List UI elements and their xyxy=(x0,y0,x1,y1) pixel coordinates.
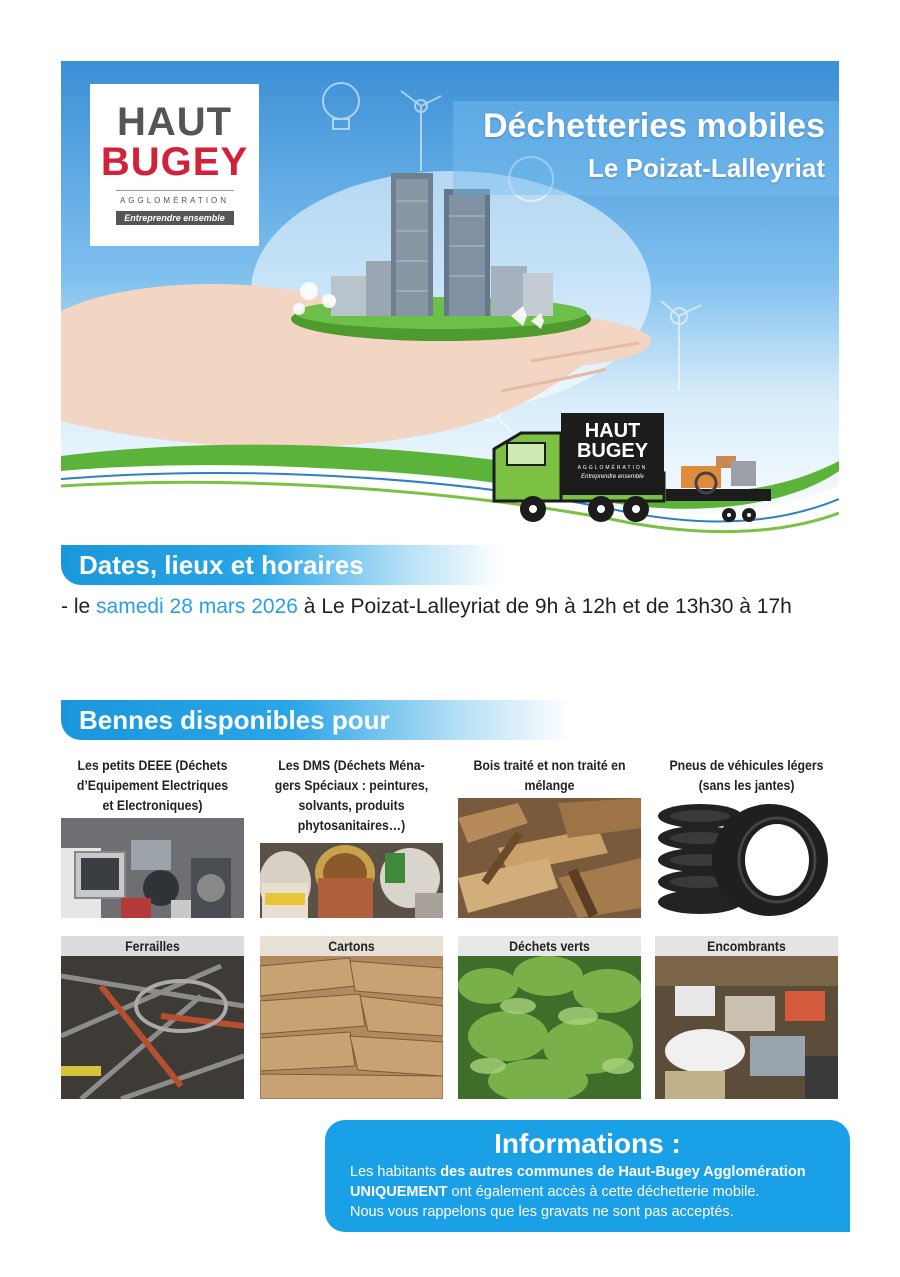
benne-label: Cartons xyxy=(328,938,375,954)
logo-text-haut: HAUT xyxy=(116,100,233,144)
benne-label: Les petits DEEE (Déchets d’Equipement Electriques et Electroniques) xyxy=(76,757,229,813)
logo-text-agglomeration: AGGLOMÉRATION xyxy=(116,190,234,205)
benne-label: Pneus de véhicules légers (sans les jantes) xyxy=(669,757,824,793)
benne-label: Déchets verts xyxy=(509,938,590,954)
info-box xyxy=(325,1120,850,1232)
hero-banner xyxy=(61,61,839,541)
info-title: Informations : xyxy=(494,1128,681,1159)
benne-label: Bois traité et non traité en mélange xyxy=(473,757,626,793)
green-waste-photo xyxy=(458,936,641,1099)
electronics-photo xyxy=(61,818,244,918)
logo-text-bugey: BUGEY xyxy=(100,140,249,184)
benne-label: Les DMS (Déchets Ména-gers Spéciaux : peintures, solvants, produits phytosanitaires…) xyxy=(274,757,429,833)
dates-heading: Dates, lieux et horaires xyxy=(61,545,501,585)
benne-card-dms xyxy=(260,755,443,835)
info-text xyxy=(350,1162,806,1222)
truck-logo xyxy=(561,413,664,495)
cardboard-photo xyxy=(260,936,443,1099)
benne-card-bois xyxy=(458,755,641,795)
benne-label: Encombrants xyxy=(707,938,786,954)
scrap-metal-photo xyxy=(61,936,244,1099)
page-title: Déchetteries mobiles xyxy=(482,107,825,145)
dates-prefix: - le xyxy=(61,595,97,618)
haut-bugey-logo xyxy=(90,84,259,246)
logo-tagline: Entreprendre ensemble xyxy=(116,211,234,225)
paint-cans-photo xyxy=(260,843,443,918)
info-line3: Nous vous rappelons que les gravats ne sont pas acceptés. xyxy=(350,1204,734,1220)
page-subtitle: Le Poizat-Lalleyriat xyxy=(588,153,825,183)
benne-card-pneus xyxy=(655,755,838,795)
info-line1-bold: des autres communes de Haut-Bugey Agglomération xyxy=(440,1164,806,1180)
info-line1-pre: Les habitants xyxy=(350,1164,441,1180)
truck-logo-agglomeration: AGGLOMÉRATION xyxy=(577,465,648,471)
truck-logo-tagline: Entreprendre ensemble xyxy=(581,474,644,480)
dates-suffix: à Le Poizat-Lalleyriat de 9h à 12h et de 13h30 à 17h xyxy=(297,595,792,618)
truck-logo-bugey: BUGEY xyxy=(576,440,649,462)
bennes-heading: Bennes disponibles pour xyxy=(61,700,571,740)
bulky-waste-photo xyxy=(655,936,838,1099)
benne-label: Ferrailles xyxy=(125,938,180,954)
benne-card-deee xyxy=(61,755,244,815)
truck-logo-haut: HAUT xyxy=(584,420,641,442)
wood-photo xyxy=(458,798,641,918)
info-line2-rest: ont également accès à cette déchetterie mobile. xyxy=(447,1184,760,1200)
tires-photo xyxy=(655,798,838,918)
info-line2-bold: UNIQUEMENT xyxy=(350,1184,448,1200)
dates-highlight: samedi 28 mars 2026 xyxy=(96,595,298,618)
dates-text xyxy=(61,592,821,621)
